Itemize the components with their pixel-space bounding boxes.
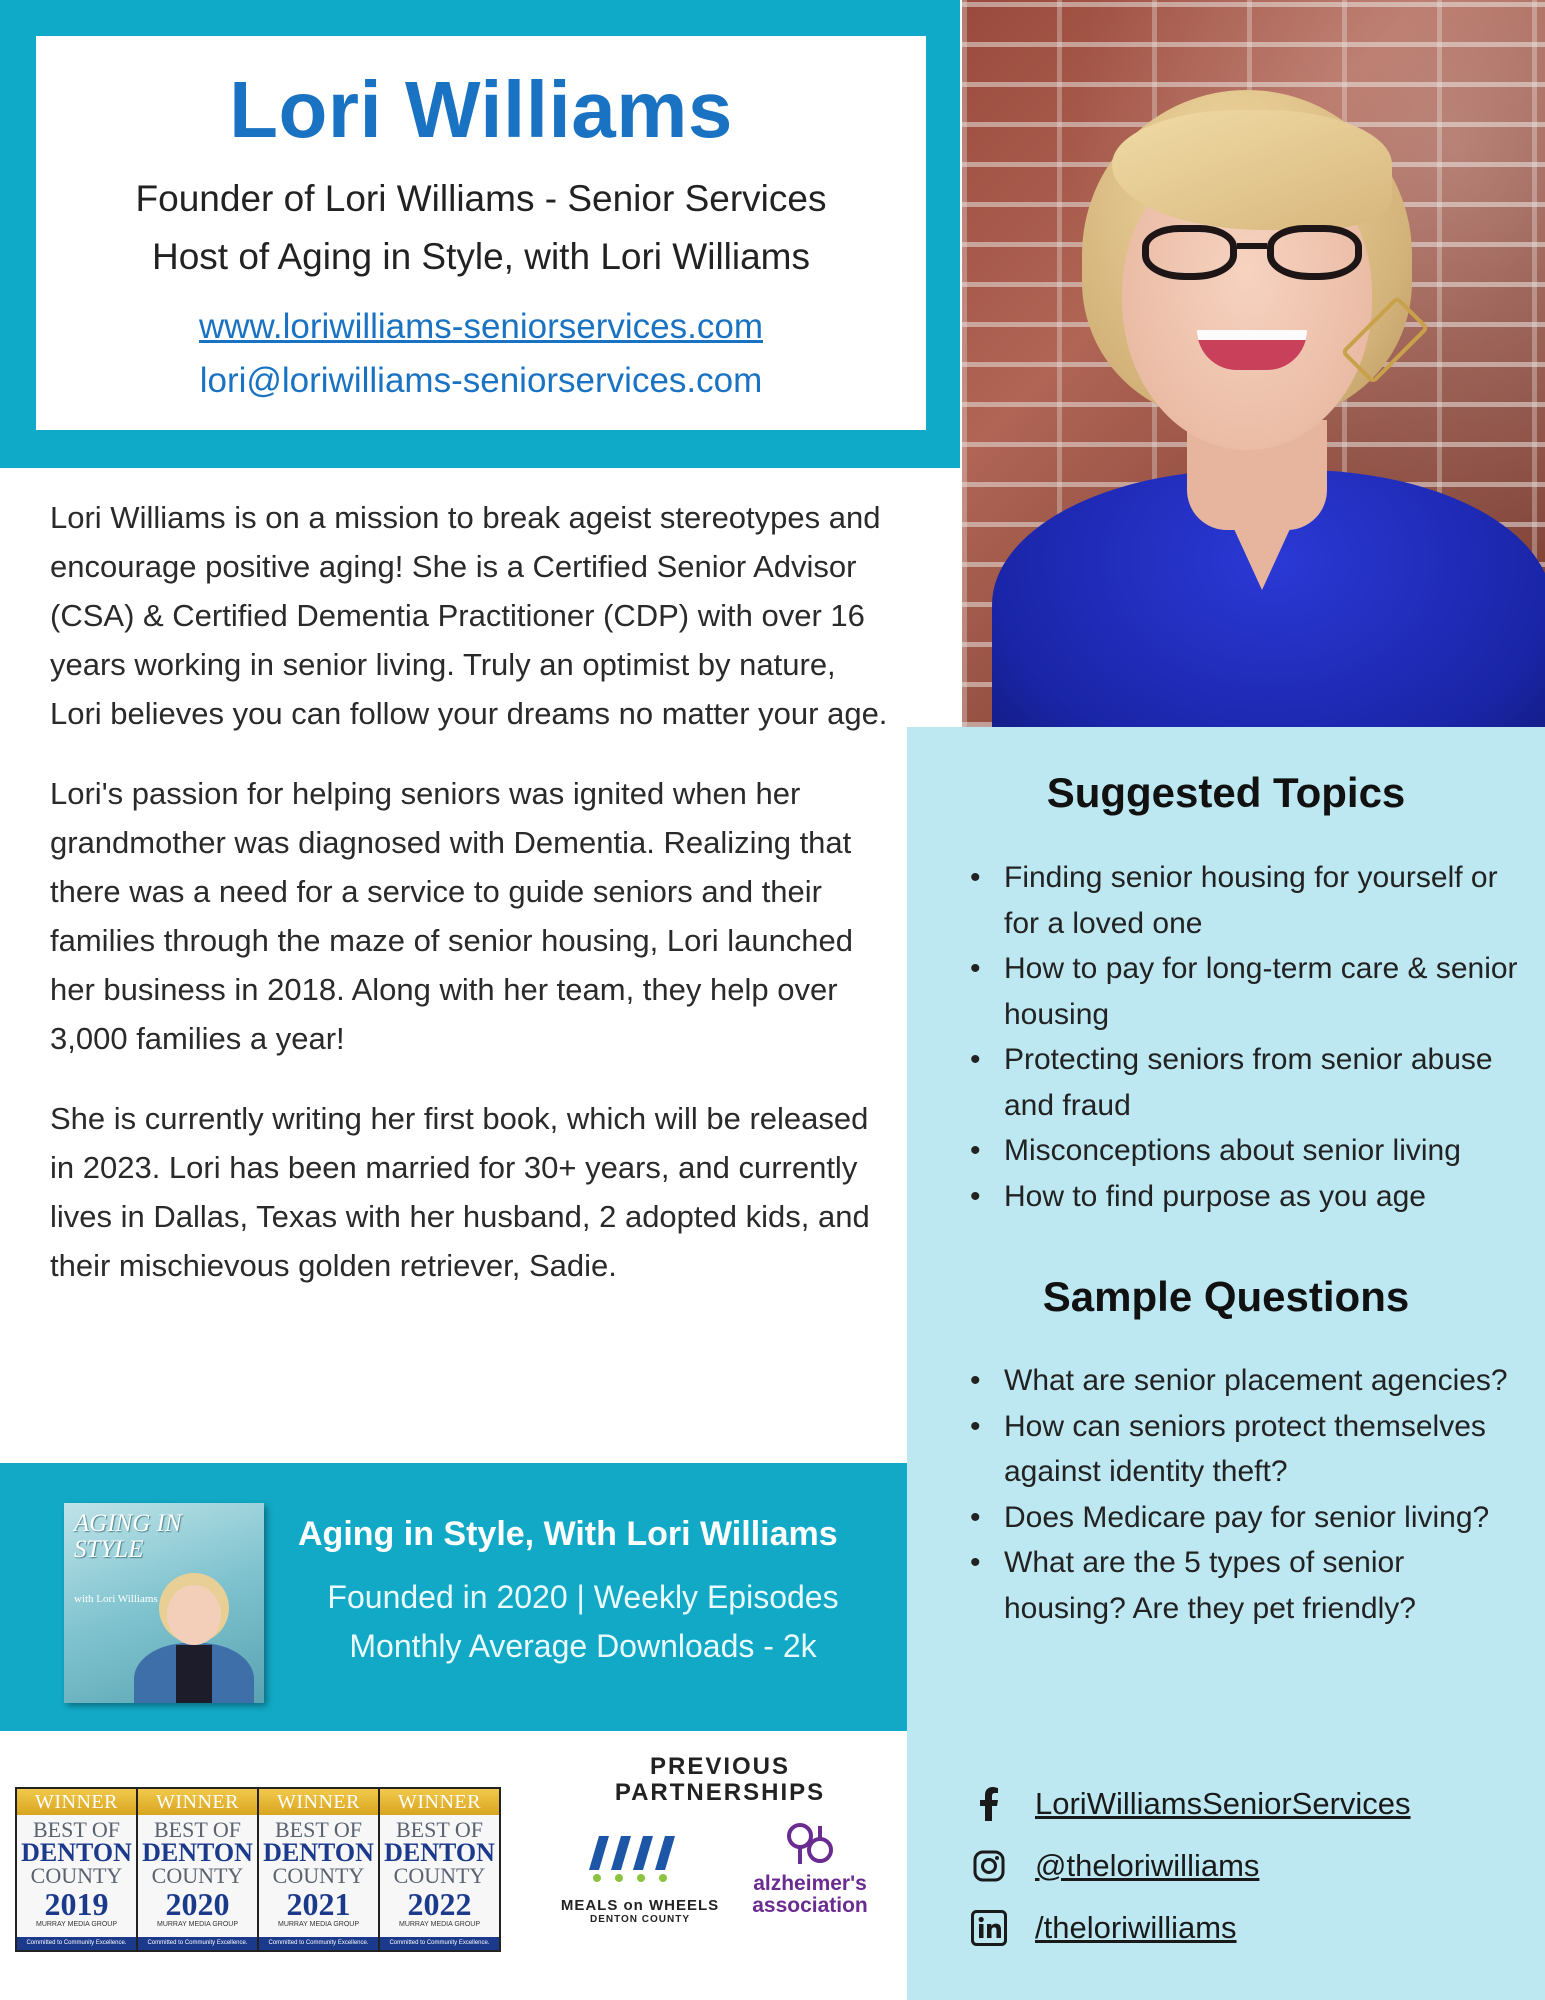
header-card bbox=[36, 36, 926, 430]
list-item: • Does Medicare pay for senior living? bbox=[1004, 1495, 1524, 1541]
award-denton: DENTON bbox=[142, 1838, 253, 1867]
award-denton: DENTON bbox=[21, 1838, 132, 1867]
topics-list bbox=[1004, 855, 1524, 1219]
award-year: 2019 bbox=[44, 1886, 109, 1922]
bio-paragraph-1: Lori Williams is on a mission to break ageist stereotypes and encourage positive aging! She is a Certified Senior Advisor (CSA) & Certified Dementia Practitioner (CDP) with over 16 years working in senior living. Truly an optimist by nature, Lori believes you can follow your dreams no matter your age. bbox=[50, 500, 888, 731]
podcast-info-1: Founded in 2020 | Weekly Episodes bbox=[327, 1579, 839, 1615]
award-best-of: BEST OF bbox=[395, 1817, 483, 1842]
instagram-handle[interactable]: @theloriwilliams bbox=[1035, 1848, 1260, 1883]
award-publisher: MURRAY MEDIA GROUP bbox=[35, 1921, 118, 1928]
right-panel bbox=[907, 727, 1545, 2000]
meals-on-wheels-icon bbox=[585, 1830, 695, 1884]
speaker-name: Lori Williams bbox=[229, 65, 733, 154]
award-county: COUNTY bbox=[393, 1863, 486, 1888]
award-tagline: Committed to Community Excellence. bbox=[380, 1937, 499, 1950]
topics-title: Suggested Topics bbox=[1046, 769, 1406, 816]
award-tagline: Committed to Community Excellence. bbox=[138, 1937, 257, 1950]
award-year: 2022 bbox=[407, 1886, 472, 1922]
facebook-icon bbox=[967, 1782, 1011, 1826]
questions-title: Sample Questions bbox=[1042, 1273, 1410, 1320]
award-year: 2020 bbox=[165, 1886, 230, 1922]
email-link[interactable]: lori@loriwilliams-seniorservices.com bbox=[199, 361, 763, 400]
podcast-info-2: Monthly Average Downloads - 2k bbox=[349, 1628, 817, 1664]
award-best-of: BEST OF bbox=[153, 1817, 241, 1842]
award-publisher: MURRAY MEDIA GROUP bbox=[277, 1921, 360, 1928]
meals-on-wheels-sub: DENTON COUNTY bbox=[589, 1914, 691, 1925]
questions-list bbox=[1004, 1358, 1524, 1631]
list-item: • What are the 5 types of senior housing? Are they pet friendly? bbox=[1004, 1540, 1524, 1631]
podcast-title: Aging in Style, With Lori Williams bbox=[298, 1515, 838, 1553]
bio-paragraph-3: She is currently writing her first book, which will be released in 2023. Lori has been married for 30+ years, and currently lives in Dallas, Texas with her husband, 2 adopted kids, and their mischievous golden retriever, Sadie. bbox=[50, 1101, 870, 1283]
list-item: • Misconceptions about senior living bbox=[1004, 1128, 1524, 1174]
award-winner-label: WINNER bbox=[259, 1789, 378, 1815]
award-badge bbox=[259, 1789, 380, 1950]
award-publisher: MURRAY MEDIA GROUP bbox=[398, 1921, 481, 1928]
list-item: • Finding senior housing for yourself or for a loved one bbox=[1004, 855, 1524, 946]
award-tagline: Committed to Community Excellence. bbox=[259, 1937, 378, 1950]
role-host: Host of Aging in Style, with Lori Williams bbox=[151, 236, 810, 277]
award-winner-label: WINNER bbox=[380, 1789, 499, 1815]
bio-paragraph-2: Lori's passion for helping seniors was ignited when her grandmother was diagnosed with Dementia. Realizing that there was a need for a service to guide seniors and their families through the maze of senior housing, Lori launched her business in 2018. Along with her team, they help over 3,000 families a year! bbox=[50, 776, 854, 1056]
portrait-photo bbox=[962, 0, 1545, 727]
facebook-handle[interactable]: LoriWilliamsSeniorServices bbox=[1035, 1786, 1411, 1821]
meals-on-wheels-name: MEALS on WHEELS bbox=[560, 1897, 720, 1914]
facebook-link[interactable] bbox=[967, 1776, 1527, 1832]
cover-title: AGING IN STYLE bbox=[74, 1510, 182, 1563]
award-best-of: BEST OF bbox=[274, 1817, 362, 1842]
partnerships-title: PREVIOUS PARTNERSHIPS bbox=[614, 1753, 826, 1806]
linkedin-icon bbox=[967, 1906, 1011, 1950]
award-tagline: Committed to Community Excellence. bbox=[17, 1937, 136, 1950]
award-county: COUNTY bbox=[272, 1863, 365, 1888]
alzheimers-icon bbox=[780, 1820, 840, 1868]
podcast-cover bbox=[64, 1503, 264, 1703]
meals-on-wheels-logo bbox=[550, 1830, 730, 1925]
list-item: • How to pay for long-term care & senior housing bbox=[1004, 946, 1524, 1037]
instagram-link[interactable] bbox=[967, 1838, 1527, 1894]
award-winner-label: WINNER bbox=[138, 1789, 257, 1815]
list-item: • How can seniors protect themselves against identity theft? bbox=[1004, 1404, 1524, 1495]
role-founder: Founder of Lori Williams - Senior Services bbox=[135, 178, 827, 219]
award-county: COUNTY bbox=[30, 1863, 123, 1888]
award-county: COUNTY bbox=[151, 1863, 244, 1888]
award-badge bbox=[380, 1789, 499, 1950]
alzheimers-association: association bbox=[752, 1894, 868, 1917]
linkedin-handle[interactable]: /theloriwilliams bbox=[1035, 1910, 1237, 1945]
award-winner-label: WINNER bbox=[17, 1789, 136, 1815]
alzheimers-name: alzheimer's bbox=[753, 1872, 867, 1895]
award-year: 2021 bbox=[286, 1886, 351, 1922]
list-item: • Protecting seniors from senior abuse and fraud bbox=[1004, 1037, 1524, 1128]
alzheimers-logo bbox=[740, 1820, 880, 1917]
list-item: • What are senior placement agencies? bbox=[1004, 1358, 1524, 1404]
list-item: • How to find purpose as you age bbox=[1004, 1174, 1524, 1220]
website-link[interactable]: www.loriwilliams-seniorservices.com bbox=[199, 307, 763, 346]
award-denton: DENTON bbox=[263, 1838, 374, 1867]
award-badge bbox=[17, 1789, 138, 1950]
award-badge bbox=[138, 1789, 259, 1950]
glasses-icon bbox=[1142, 225, 1362, 285]
cover-subtitle: with Lori Williams bbox=[74, 1593, 158, 1605]
award-denton: DENTON bbox=[384, 1838, 495, 1867]
linkedin-link[interactable] bbox=[967, 1900, 1527, 1956]
award-publisher: MURRAY MEDIA GROUP bbox=[156, 1921, 239, 1928]
header-band bbox=[0, 0, 960, 468]
award-best-of: BEST OF bbox=[32, 1817, 120, 1842]
bio bbox=[50, 493, 890, 1321]
awards-strip bbox=[15, 1787, 501, 1952]
instagram-icon bbox=[967, 1844, 1011, 1888]
podcast-band bbox=[0, 1463, 907, 1731]
